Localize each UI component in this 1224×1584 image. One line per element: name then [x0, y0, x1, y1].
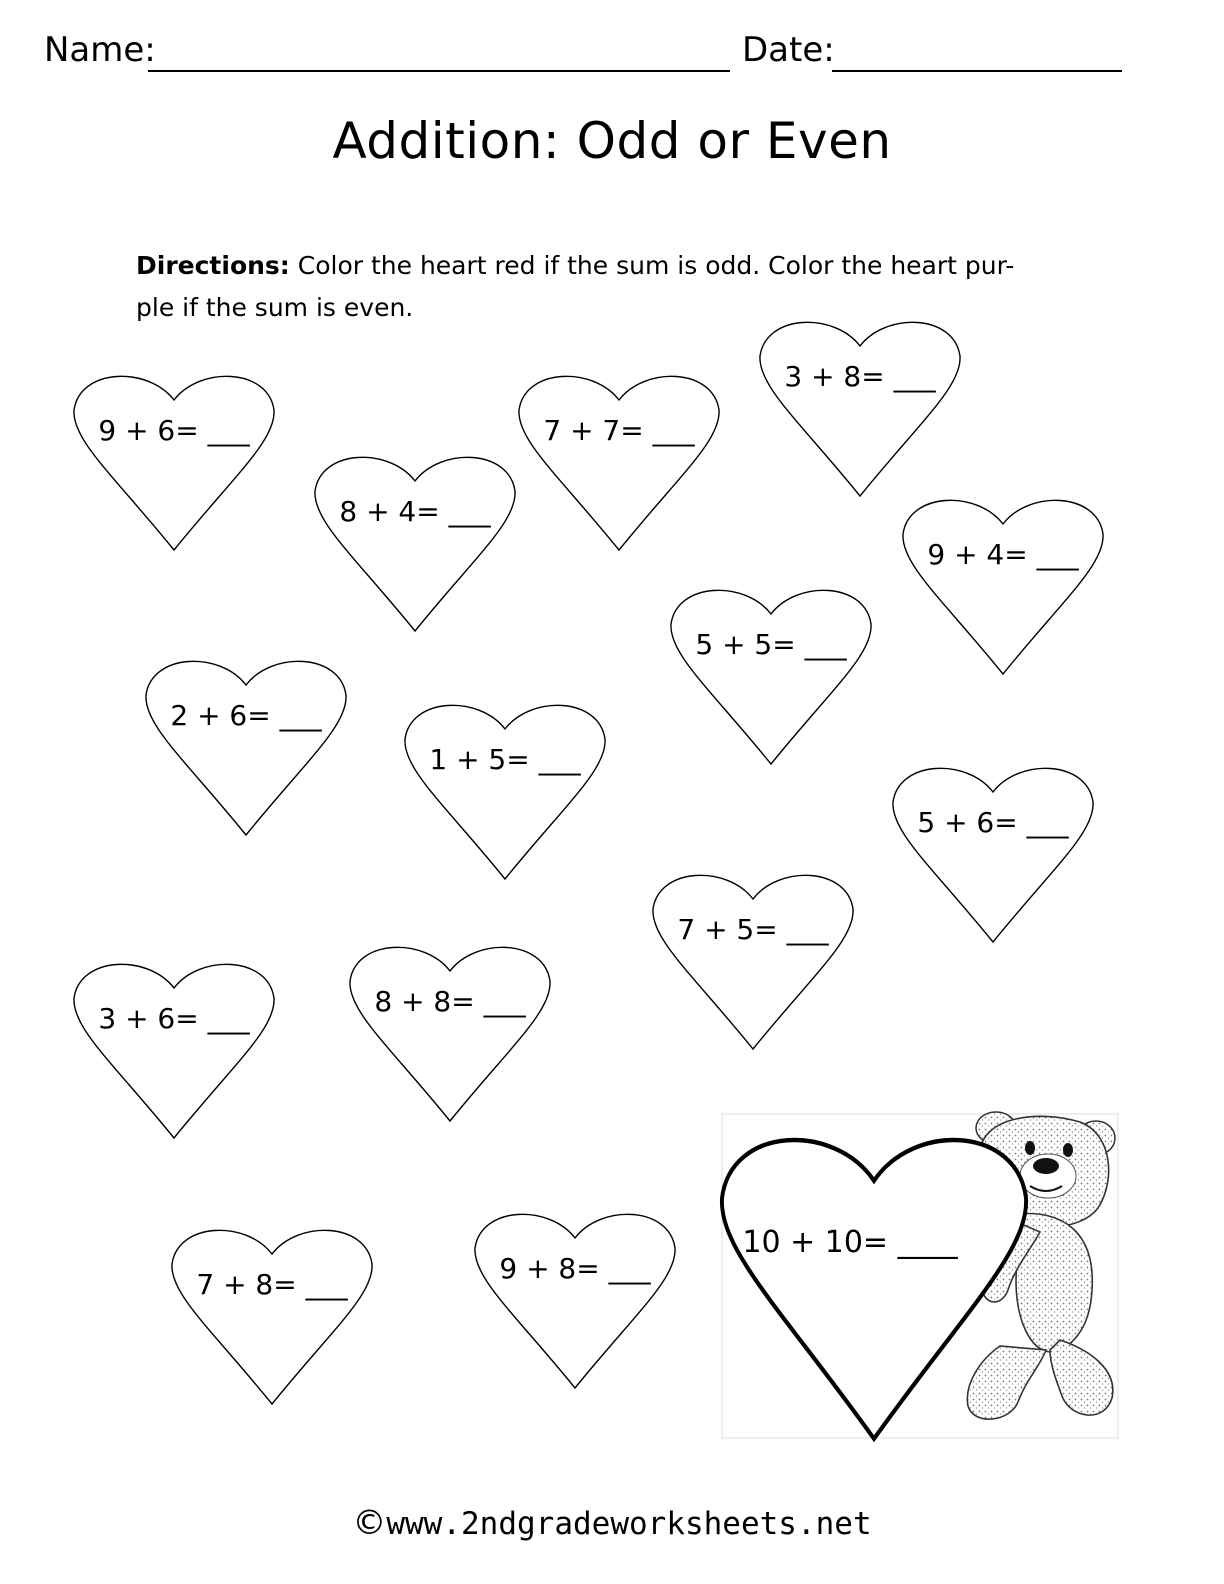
problem-label: 3 + 6= ___	[98, 1002, 250, 1035]
heart-10[interactable]	[653, 875, 853, 1049]
problem-label: 3 + 8= ___	[784, 360, 936, 393]
heart-9[interactable]	[893, 768, 1093, 942]
name-label: Name:	[44, 30, 156, 70]
heart-outline	[760, 322, 960, 496]
heart-13[interactable]	[172, 1230, 372, 1404]
heart-2[interactable]	[760, 322, 960, 496]
problem-label: 7 + 8= ___	[196, 1268, 348, 1301]
footer	[0, 1503, 1224, 1543]
heart-4[interactable]	[315, 457, 515, 631]
heart-8[interactable]	[405, 705, 605, 879]
problem-label: 5 + 6= ___	[917, 806, 1069, 839]
problem-label: 8 + 4= ___	[339, 495, 491, 528]
heart-6[interactable]	[671, 590, 871, 764]
bear-eye-left	[1025, 1141, 1035, 1155]
heart-outline	[146, 661, 346, 835]
heart-5[interactable]	[903, 500, 1103, 674]
heart-outline	[671, 590, 871, 764]
directions-line-1: Color the heart red if the sum is odd. Color the heart pur-	[297, 251, 1015, 280]
heart-outline	[653, 875, 853, 1049]
heart-outline	[405, 705, 605, 879]
bear-leg-right	[1050, 1340, 1113, 1415]
heart-outline	[893, 768, 1093, 942]
copyright-symbol: ©	[352, 1503, 387, 1543]
footer-url[interactable]: www.2ndgradeworksheets.net	[386, 1506, 872, 1542]
heart-1[interactable]	[74, 376, 274, 550]
heart-outline	[172, 1230, 372, 1404]
page-title: Addition: Odd or Even	[332, 112, 892, 170]
problem-label: 7 + 5= ___	[677, 913, 829, 946]
problem-label: 9 + 8= ___	[499, 1252, 651, 1285]
heart-outline	[350, 947, 550, 1121]
directions-line-2: ple if the sum is even.	[136, 293, 414, 322]
heart-14[interactable]	[475, 1214, 675, 1388]
problem-label: 7 + 7= ___	[543, 414, 695, 447]
heart-outline	[74, 964, 274, 1138]
bear-eye-right	[1063, 1143, 1073, 1157]
problem-label: 9 + 6= ___	[98, 414, 250, 447]
problem-label: 1 + 5= ___	[429, 743, 581, 776]
problem-label: 2 + 6= ___	[170, 699, 322, 732]
date-label: Date:	[742, 30, 835, 70]
bear-nose	[1033, 1158, 1059, 1174]
heart-outline	[903, 500, 1103, 674]
problem-label: 8 + 8= ___	[374, 985, 526, 1018]
bear-leg-left	[967, 1346, 1046, 1419]
problem-label: 5 + 5= ___	[695, 628, 847, 661]
heart-12[interactable]	[350, 947, 550, 1121]
heart-7[interactable]	[146, 661, 346, 835]
bonus-problem-label: 10 + 10= ____	[742, 1225, 958, 1260]
heart-outline	[475, 1214, 675, 1388]
heart-outline	[74, 376, 274, 550]
heart-outline	[315, 457, 515, 631]
directions-label: Directions:	[136, 251, 290, 280]
heart-3[interactable]	[519, 376, 719, 550]
heart-11[interactable]	[74, 964, 274, 1138]
problem-label: 9 + 4= ___	[927, 538, 1079, 571]
heart-outline	[519, 376, 719, 550]
